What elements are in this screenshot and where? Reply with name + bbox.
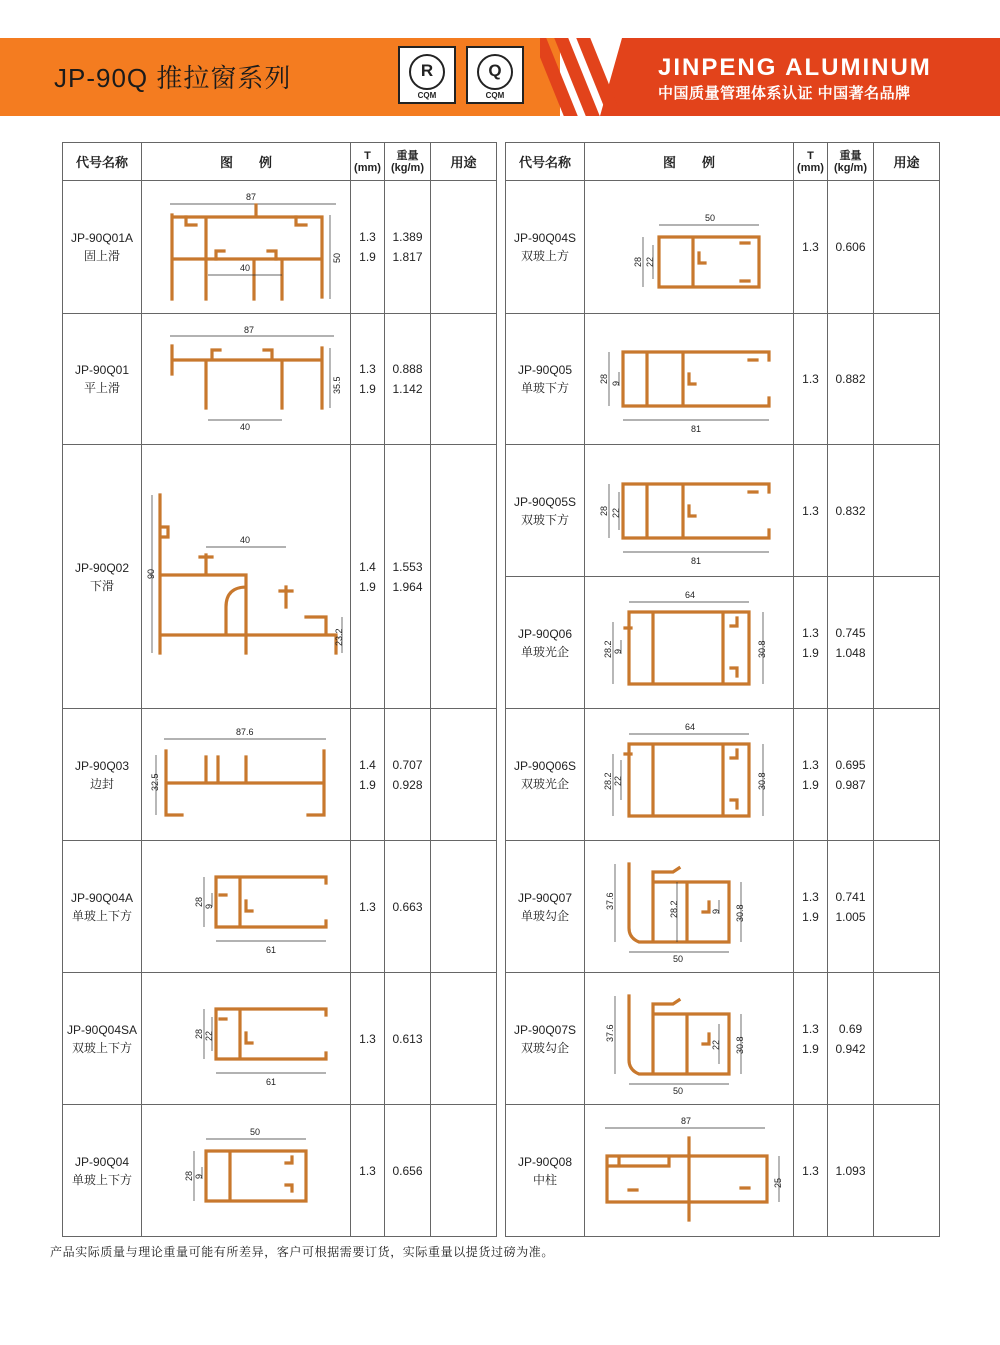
svg-text:28: 28 <box>599 373 609 384</box>
thickness-cell: 1.4 1.9 <box>351 709 385 841</box>
svg-text:28: 28 <box>194 896 204 907</box>
svg-text:28: 28 <box>599 505 609 516</box>
table-row <box>63 841 497 973</box>
table-row <box>506 445 940 577</box>
code-cell: JP-90Q08 中柱 <box>506 1105 585 1237</box>
use-cell <box>874 841 940 973</box>
use-cell <box>874 577 940 709</box>
svg-text:32.5: 32.5 <box>150 772 160 791</box>
table-row <box>506 314 940 445</box>
weight-cell: 0.882 <box>828 314 874 445</box>
weight-cell: 1.389 1.817 <box>385 181 431 314</box>
weight-cell: 0.695 0.987 <box>828 709 874 841</box>
code-cell: JP-90Q04 单玻上下方 <box>63 1105 142 1237</box>
svg-text:40: 40 <box>240 534 251 545</box>
footnote: 产品实际质量与理论重量可能有所差异，客户可根据需要订货，实际重量以提货过磅为准。 <box>50 1245 555 1259</box>
thickness-cell: 1.4 1.9 <box>351 445 385 709</box>
col-use: 用途 <box>431 143 497 181</box>
table-row <box>506 709 940 841</box>
svg-text:30.8: 30.8 <box>735 903 745 922</box>
weight-cell: 0.707 0.928 <box>385 709 431 841</box>
profile-drawing <box>585 445 794 577</box>
svg-text:50: 50 <box>250 1126 261 1137</box>
thickness-cell: 1.3 <box>794 445 828 577</box>
code-cell: JP-90Q06S 双玻光企 <box>506 709 585 841</box>
svg-text:50: 50 <box>673 1085 684 1094</box>
svg-text:9: 9 <box>194 1173 204 1179</box>
use-cell <box>874 314 940 445</box>
svg-text:28: 28 <box>194 1028 204 1039</box>
table-header <box>506 143 940 181</box>
thickness-cell: 1.3 1.9 <box>794 709 828 841</box>
svg-text:64: 64 <box>685 721 696 732</box>
profile-drawing <box>585 577 794 709</box>
use-cell <box>874 181 940 314</box>
page-title: JP-90Q 推拉窗系列 <box>54 63 292 93</box>
svg-text:28.2: 28.2 <box>603 771 613 790</box>
weight-cell: 0.613 <box>385 973 431 1105</box>
profile-drawing <box>142 314 351 445</box>
thickness-cell: 1.3 1.9 <box>794 973 828 1105</box>
svg-text:9: 9 <box>611 380 621 386</box>
use-cell <box>874 973 940 1105</box>
svg-text:37.6: 37.6 <box>605 891 615 910</box>
svg-text:50: 50 <box>332 252 342 263</box>
svg-text:22: 22 <box>711 1039 721 1050</box>
cqm-r-logo: R CQM <box>398 46 456 104</box>
code-cell: JP-90Q05 单玻下方 <box>506 314 585 445</box>
use-cell <box>874 709 940 841</box>
profile-drawing <box>142 181 351 314</box>
svg-text:64: 64 <box>685 589 696 600</box>
use-cell <box>431 1105 497 1237</box>
col-weight: 重量 (kg/m) <box>828 143 874 181</box>
table-row <box>506 973 940 1105</box>
table-row <box>63 1105 497 1237</box>
weight-cell: 0.69 0.942 <box>828 973 874 1105</box>
svg-text:40: 40 <box>240 422 251 432</box>
spec-table-left <box>62 142 497 1237</box>
svg-text:61: 61 <box>266 944 277 955</box>
svg-text:28: 28 <box>633 256 643 267</box>
use-cell <box>431 973 497 1105</box>
spec-table-right <box>505 142 940 1237</box>
profile-drawing <box>585 973 794 1105</box>
code-cell: JP-90Q04S 双玻上方 <box>506 181 585 314</box>
svg-text:22: 22 <box>611 507 621 518</box>
thickness-cell: 1.3 <box>351 973 385 1105</box>
use-cell <box>874 1105 940 1237</box>
svg-text:22: 22 <box>613 775 623 786</box>
thickness-cell: 1.3 <box>351 841 385 973</box>
code-cell: JP-90Q07S 双玻勾企 <box>506 973 585 1105</box>
svg-text:28.2: 28.2 <box>603 639 613 658</box>
table-row <box>63 709 497 841</box>
svg-text:81: 81 <box>691 424 702 434</box>
table-row <box>506 841 940 973</box>
table-row <box>506 1105 940 1237</box>
code-cell: JP-90Q04A 单玻上下方 <box>63 841 142 973</box>
profile-drawing <box>142 973 351 1105</box>
code-cell: JP-90Q06 单玻光企 <box>506 577 585 709</box>
weight-cell: 0.656 <box>385 1105 431 1237</box>
profile-drawing <box>142 445 351 709</box>
svg-text:22: 22 <box>204 1030 214 1041</box>
profile-drawing <box>585 181 794 314</box>
cqm-q-logo: Q CQM <box>466 46 524 104</box>
svg-text:90: 90 <box>146 568 156 579</box>
header-stripes <box>540 38 670 116</box>
weight-cell: 0.745 1.048 <box>828 577 874 709</box>
code-cell: JP-90Q04SA 双玻上下方 <box>63 973 142 1105</box>
profile-drawing <box>585 709 794 841</box>
use-cell <box>874 445 940 577</box>
thickness-cell: 1.3 1.9 <box>794 577 828 709</box>
code-cell: JP-90Q01A 固上滑 <box>63 181 142 314</box>
brand-slogan-cn: 中国质量管理体系认证 中国著名品牌 <box>658 85 911 102</box>
svg-text:61: 61 <box>266 1076 277 1087</box>
use-cell <box>431 841 497 973</box>
col-thickness: T (mm) <box>351 143 385 181</box>
profile-drawing <box>142 841 351 973</box>
svg-text:87.6: 87.6 <box>236 726 254 737</box>
profile-drawing <box>585 841 794 973</box>
weight-cell: 0.832 <box>828 445 874 577</box>
table-header <box>63 143 497 181</box>
table-row <box>506 577 940 709</box>
svg-text:35.5: 35.5 <box>332 376 342 394</box>
svg-text:22: 22 <box>645 256 655 267</box>
profile-drawing <box>142 709 351 841</box>
table-row <box>63 314 497 445</box>
code-cell: JP-90Q02 下滑 <box>63 445 142 709</box>
svg-text:9: 9 <box>613 648 623 654</box>
svg-text:9: 9 <box>204 903 214 909</box>
table-row <box>506 181 940 314</box>
svg-text:30.8: 30.8 <box>757 639 767 658</box>
use-cell <box>431 445 497 709</box>
thickness-cell: 1.3 1.9 <box>351 181 385 314</box>
col-use: 用途 <box>874 143 940 181</box>
profile-drawing <box>142 1105 351 1237</box>
svg-text:9: 9 <box>711 908 721 914</box>
svg-text:23.2: 23.2 <box>334 627 344 646</box>
weight-cell: 1.553 1.964 <box>385 445 431 709</box>
thickness-cell: 1.3 1.9 <box>794 841 828 973</box>
svg-text:28.2: 28.2 <box>669 899 679 918</box>
code-cell: JP-90Q03 边封 <box>63 709 142 841</box>
svg-text:40: 40 <box>240 263 251 273</box>
table-row <box>63 445 497 709</box>
use-cell <box>431 181 497 314</box>
svg-text:30.8: 30.8 <box>735 1035 745 1054</box>
brand-name-en: JINPENG ALUMINUM <box>658 54 932 81</box>
svg-text:30.8: 30.8 <box>757 771 767 790</box>
weight-cell: 0.663 <box>385 841 431 973</box>
code-cell: JP-90Q05S 双玻下方 <box>506 445 585 577</box>
svg-text:87: 87 <box>681 1115 692 1126</box>
svg-text:87: 87 <box>244 325 255 335</box>
weight-cell: 1.093 <box>828 1105 874 1237</box>
thickness-cell: 1.3 1.9 <box>351 314 385 445</box>
col-figure: 图 例 <box>142 143 351 181</box>
thickness-cell: 1.3 <box>794 314 828 445</box>
profile-drawing <box>585 1105 794 1237</box>
col-figure: 图 例 <box>585 143 794 181</box>
code-cell: JP-90Q01 平上滑 <box>63 314 142 445</box>
col-code: 代号名称 <box>506 143 585 181</box>
weight-cell: 0.606 <box>828 181 874 314</box>
thickness-cell: 1.3 <box>351 1105 385 1237</box>
col-thickness: T (mm) <box>794 143 828 181</box>
thickness-cell: 1.3 <box>794 181 828 314</box>
svg-text:87: 87 <box>246 192 257 202</box>
thickness-cell: 1.3 <box>794 1105 828 1237</box>
col-code: 代号名称 <box>63 143 142 181</box>
svg-text:25: 25 <box>773 1177 783 1188</box>
svg-text:50: 50 <box>673 953 684 962</box>
weight-cell: 0.888 1.142 <box>385 314 431 445</box>
svg-text:37.6: 37.6 <box>605 1023 615 1042</box>
use-cell <box>431 709 497 841</box>
table-row <box>63 181 497 314</box>
weight-cell: 0.741 1.005 <box>828 841 874 973</box>
svg-text:81: 81 <box>691 555 702 566</box>
use-cell <box>431 314 497 445</box>
table-row <box>63 973 497 1105</box>
svg-text:50: 50 <box>705 213 716 223</box>
col-weight: 重量 (kg/m) <box>385 143 431 181</box>
profile-drawing <box>585 314 794 445</box>
svg-text:28: 28 <box>184 1170 194 1181</box>
code-cell: JP-90Q07 单玻勾企 <box>506 841 585 973</box>
